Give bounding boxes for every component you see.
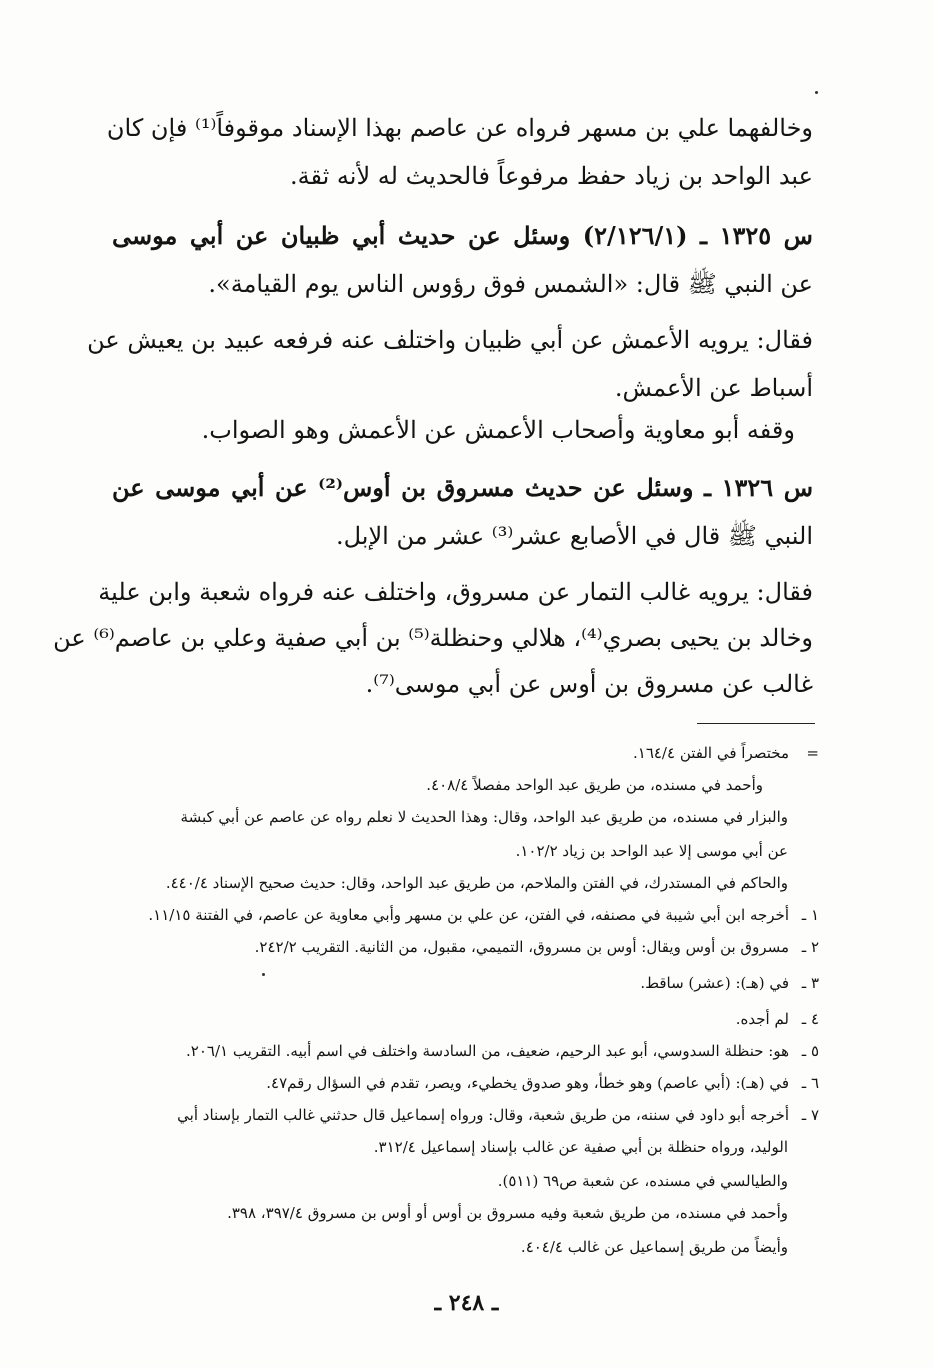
footnote-text: مسروق بن أوس ويقال: أوس بن مسروق، التميمي، مقبول، من الثانية. التقريب ٢٤٢/٢. — [254, 938, 789, 956]
footnote-line: وأيضاً من طريق إسماعيل عن غالب ٤٠٤/٤. — [520, 1238, 788, 1256]
print-speck — [815, 91, 818, 94]
footnote-number: ٤ ـ — [801, 1010, 819, 1028]
answer-1325-line-1: فقال: يرويه الأعمش عن أبي ظبيان واختلف عنه فرفعه عبيد بن يعيش عن — [87, 326, 813, 354]
footnote-line: وأحمد في مسنده، من طريق شعبة وفيه مسروق بن أوس أو أوس بن مسروق ٣٩٧/٤، ٣٩٨. — [227, 1204, 788, 1222]
footnote-5 — [100, 1040, 819, 1062]
footnote-text: أخرجه ابن أبي شيبة في مصنفه، في الفتن، عن علي بن مسهر وأبي معاوية عن عاصم، في الفتنة ١١/١٥. — [148, 906, 789, 924]
print-speck — [262, 973, 265, 976]
answer-1326-line-2: وخالد بن يحيى بصري⁽⁴⁾، هلالي وحنظلة⁽⁵⁾ بن أبي صفية وعلي بن عاصم⁽⁶⁾ عن — [53, 624, 813, 652]
footnote-number: ٥ ـ — [801, 1042, 819, 1060]
footnote-7 — [100, 1104, 819, 1126]
question-1326-line-2: النبي ﷺ قال في الأصابع عشر⁽³⁾ عشر من الإبل. — [335, 522, 813, 550]
footnote-number: ٣ ـ — [801, 974, 819, 992]
footnote-line: والبزار في مسنده، من طريق عبد الواحد، وقال: وهذا الحديث لا نعلم رواه عن عاصم عن أبي كبشة — [180, 808, 788, 826]
footnote-line: والحاكم في المستدرك، في الفتن والملاحم، من طريق عبد الواحد، وقال: حديث صحيح الإسناد ٤٤٠/٤. — [165, 874, 788, 892]
footnote-number: ٦ ـ — [801, 1074, 819, 1092]
body-line-1: وخالفهما علي بن مسهر فرواه عن عاصم بهذا الإسناد موقوفاً⁽¹⁾ فإن كان — [106, 114, 813, 142]
answer-1325-line-2: أسباط عن الأعمش. — [614, 374, 813, 402]
page-number: ـ ٢٤٨ ـ — [434, 1290, 499, 1316]
footnote-line: الوليد، ورواه حنظلة بن أبي صفية عن غالب بإسناد إسماعيل ٣١٢/٤. — [373, 1138, 788, 1156]
footnote-number: ١ ـ — [801, 906, 819, 924]
footnote-text: مختصراً في الفتن ١٦٤/٤. — [632, 744, 789, 762]
question-1325-line-2: عن النبي ﷺ قال: «الشمس فوق رؤوس الناس يوم القيامة». — [208, 270, 813, 298]
footnote-4 — [100, 1008, 819, 1030]
footnote-6 — [100, 1072, 819, 1094]
footnote-continuation — [100, 742, 819, 764]
footnote-text: في (هـ): (أبي عاصم) وهو خطأ، وهو صدوق يخطيء، ويصر، تقدم في السؤال رقم٤٧. — [266, 1074, 789, 1092]
footnote-line: وأحمد في مسنده، من طريق عبد الواحد مفصلاً ٤٠٨/٤. — [426, 776, 763, 794]
answer-1326-line-3: غالب عن مسروق بن أوس عن أبي موسى⁽⁷⁾. — [365, 670, 813, 698]
footnote-number: ٧ ـ — [801, 1106, 819, 1124]
footnote-text: لم أجده. — [735, 1010, 789, 1028]
footnote-line: عن أبي موسى إلا عبد الواحد بن زياد ١٠٢/٢. — [515, 842, 788, 860]
answer-1325-line-3: وقفه أبو معاوية وأصحاب الأعمش عن الأعمش وهو الصواب. — [201, 416, 795, 444]
footnote-text: هو: حنظلة السدوسي، أبو عبد الرحيم، ضعيف، من السادسة واختلف في اسم أبيه. التقريب ٢٠٦/١. — [186, 1042, 789, 1060]
footnote-text: أخرجه أبو داود في سننه، من طريق شعبة، وقال: ورواه إسماعيل قال حدثني غالب التمار بإسناد أبي — [177, 1106, 789, 1124]
footnote-line: والطيالسي في مسنده، عن شعبة ص٦٩ (٥١١). — [497, 1172, 788, 1190]
footnote-number: ٢ ـ — [801, 938, 819, 956]
answer-1326-line-1: فقال: يرويه غالب التمار عن مسروق، واختلف عنه فرواه شعبة وابن علية — [98, 578, 813, 606]
footnote-1 — [100, 904, 819, 926]
question-1325-line-1: س ١٣٢٥ ـ (٢/١٢٦/١) وسئل عن حديث أبي ظبيان عن أبي موسى — [112, 221, 813, 250]
footnote-2 — [100, 936, 819, 958]
body-line-2: عبد الواحد بن زياد حفظ مرفوعاً فالحديث له لأنه ثقة. — [289, 162, 813, 190]
footnote-separator — [697, 723, 815, 724]
footnote-marker: = — [806, 744, 819, 762]
question-1326-line-1: س ١٣٢٦ ـ وسئل عن حديث مسروق بن أوس⁽²⁾ عن أبي موسى عن — [112, 473, 814, 502]
footnote-3 — [100, 972, 819, 994]
footnote-text: في (هـ): (عشر) ساقط. — [640, 974, 789, 992]
